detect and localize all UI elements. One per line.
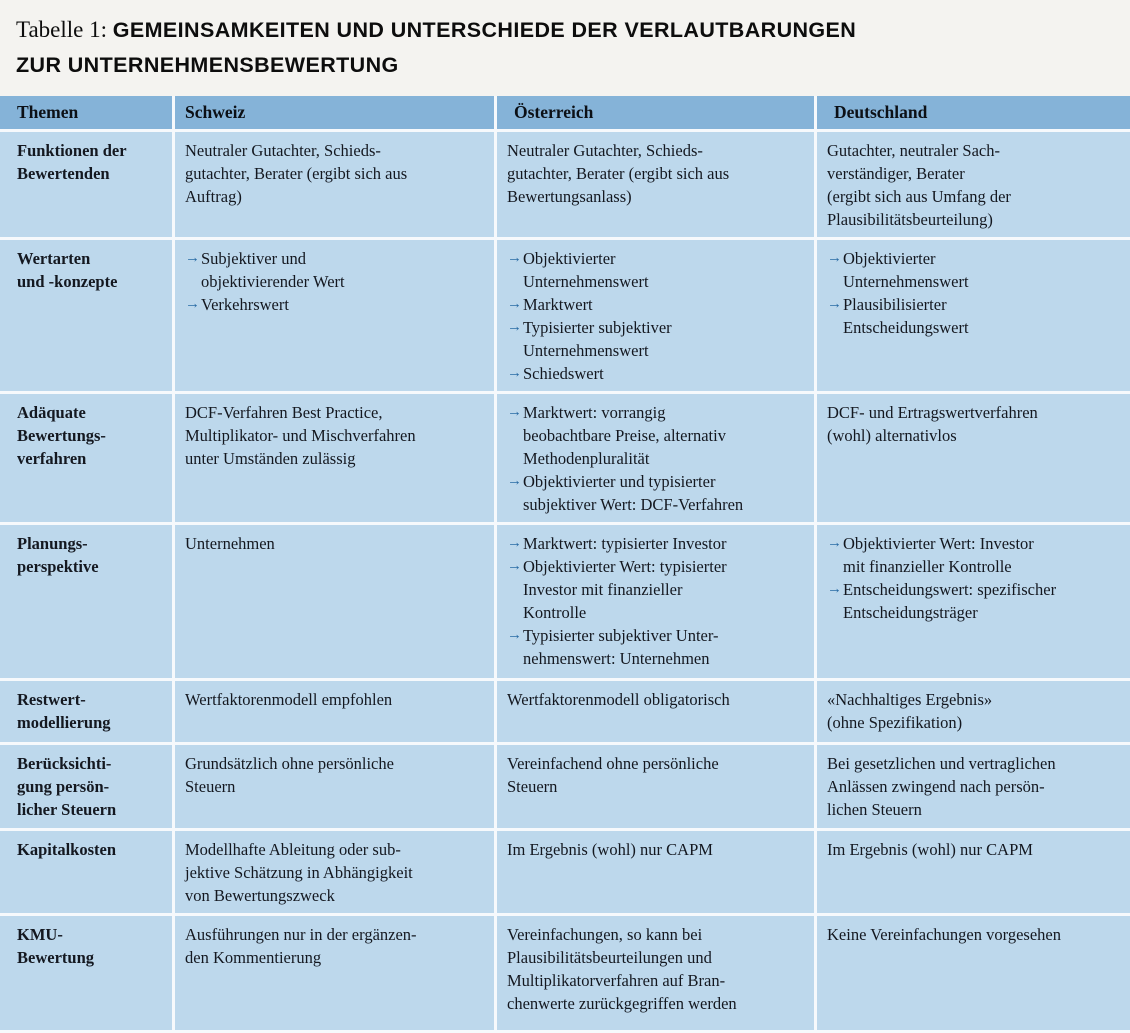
arrow-bullet-icon: → [507,627,522,643]
bullet-text: Objektivierter Unternehmenswert [843,249,969,291]
table-cell-oesterreich [497,831,814,913]
bullet-item [507,470,804,516]
table-cell-oesterreich [497,394,814,522]
cell-text: Gutachter, neutraler Sach- verständiger, Berater (ergibt sich aus Umfang der Plausibilitätsbeurteilung) [827,141,1011,229]
row-theme-label: Funktionen der Bewertenden [0,132,172,237]
table-cell-schweiz [175,681,494,742]
bullet-item [507,555,804,624]
bullet-text: Schiedswert [523,364,604,383]
table-cell-schweiz [175,132,494,237]
column-header-oesterreich: Österreich [497,96,814,129]
cell-text: Neutraler Gutachter, Schieds- gutachter, Berater (ergibt sich aus Bewertungsanlass) [507,141,730,206]
table-cell-oesterreich [497,681,814,742]
arrow-bullet-icon: → [185,250,200,266]
table-cell-deutschland [817,916,1130,1030]
table-cell-oesterreich [497,525,814,678]
arrow-bullet-icon: → [827,296,842,312]
bullet-item [507,293,804,316]
bullet-item [827,578,1120,624]
bullet-item [827,247,1120,293]
arrow-bullet-icon: → [507,250,522,266]
cell-text: Vereinfachend ohne persönliche Steuern [507,754,719,796]
bullet-item [827,293,1120,339]
arrow-bullet-icon: → [507,473,522,489]
table-cell-schweiz [175,525,494,678]
arrow-bullet-icon: → [827,581,842,597]
cell-text: DCF- und Ertragswertverfahren (wohl) alternativlos [827,403,1038,445]
table-cell-oesterreich [497,745,814,828]
table-title [0,0,1130,96]
bullet-text: Objektivierter Wert: Investor mit finanzieller Kontrolle [843,534,1034,576]
row-theme-label: Restwert- modellierung [0,681,172,742]
table-title-heading: GEMEINSAMKEITEN UND UNTERSCHIEDE DER VERLAUTBARUNGEN ZUR UNTERNEHMENSBEWERTUNG [16,18,857,77]
table-cell-deutschland [817,525,1130,678]
bullet-text: Typisierter subjektiver Unter- nehmenswert: Unternehmen [523,626,719,668]
table-cell-deutschland [817,831,1130,913]
arrow-bullet-icon: → [507,404,522,420]
table-cell-deutschland [817,394,1130,522]
table-cell-schweiz [175,916,494,1030]
bullet-item [507,316,804,362]
table-cell-schweiz [175,831,494,913]
cell-text: Neutraler Gutachter, Schieds- gutachter, Berater (ergibt sich aus Auftrag) [185,141,408,206]
cell-text: Bei gesetzlichen und vertraglichen Anlässen zwingend nach persön- lichen Steuern [827,754,1056,819]
row-theme-label: Kapitalkosten [0,831,172,913]
row-theme-label: Planungs- perspektive [0,525,172,678]
cell-text: Wertfaktorenmodell obligatorisch [507,690,730,709]
arrow-bullet-icon: → [827,535,842,551]
bullet-text: Marktwert: typisierter Investor [523,534,727,553]
cell-text: Modellhafte Ableitung oder sub- jektive Schätzung in Abhängigkeit von Bewertungszweck [185,840,413,905]
arrow-bullet-icon: → [507,558,522,574]
table-cell-oesterreich [497,240,814,391]
table-cell-schweiz [175,394,494,522]
arrow-bullet-icon: → [507,296,522,312]
bullet-item [507,401,804,470]
comparison-table [0,96,1130,1033]
column-header-deutschland: Deutschland [817,96,1130,129]
bullet-item [507,362,804,385]
bullet-text: Entscheidungswert: spezifischer Entscheidungsträger [843,580,1057,622]
cell-text: Wertfaktorenmodell empfohlen [185,690,393,709]
cell-text: Grundsätzlich ohne persönliche Steuern [185,754,394,796]
bullet-text: Plausibilisierter Entscheidungswert [843,295,969,337]
cell-text: «Nachhaltiges Ergebnis» (ohne Spezifikation) [827,690,993,732]
table-cell-deutschland [817,240,1130,391]
bullet-text: Subjektiver und objektivierender Wert [201,249,345,291]
arrow-bullet-icon: → [827,250,842,266]
bullet-text: Marktwert [523,295,593,314]
table-cell-oesterreich [497,916,814,1030]
arrow-bullet-icon: → [507,535,522,551]
cell-text: Ausführungen nur in der ergänzen- den Kommentierung [185,925,417,967]
bullet-text: Marktwert: vorrangig beobachtbare Preise, alternativ Methodenpluralität [523,403,726,468]
bullet-text: Objektivierter Unternehmenswert [523,249,649,291]
table-cell-deutschland [817,132,1130,237]
bullet-item [827,532,1120,578]
table-cell-oesterreich [497,132,814,237]
cell-text: Keine Vereinfachungen vorgesehen [827,925,1061,944]
bullet-item [185,247,484,293]
table-cell-deutschland [817,745,1130,828]
bullet-text: Objektivierter und typisierter subjektiver Wert: DCF-Verfahren [523,472,744,514]
bullet-text: Typisierter subjektiver Unternehmenswert [523,318,672,360]
cell-text: Unternehmen [185,534,275,553]
table-cell-schweiz [175,745,494,828]
arrow-bullet-icon: → [507,319,522,335]
table-title-prefix: Tabelle 1: [16,17,113,42]
row-theme-label: Adäquate Bewertungs- verfahren [0,394,172,522]
column-header-schweiz: Schweiz [175,96,494,129]
cell-text: Vereinfachungen, so kann bei Plausibilitätsbeurteilungen und Multiplikatorverfahren auf Bran- chenwerte zurückgegriffen werden [507,925,737,1013]
column-header-themen: Themen [0,96,172,129]
bullet-item [507,624,804,670]
cell-text: DCF-Verfahren Best Practice, Multiplikator- und Mischverfahren unter Umständen zulässig [185,403,416,468]
arrow-bullet-icon: → [507,365,522,381]
table-cell-schweiz [175,240,494,391]
row-theme-label: Wertarten und -konzepte [0,240,172,391]
bullet-item [185,293,484,316]
arrow-bullet-icon: → [185,296,200,312]
row-theme-label: Berücksichti- gung persön- licher Steuern [0,745,172,828]
bullet-text: Verkehrswert [201,295,289,314]
cell-text: Im Ergebnis (wohl) nur CAPM [507,840,713,859]
bullet-item [507,247,804,293]
table-cell-deutschland [817,681,1130,742]
bullet-item [507,532,804,555]
bullet-text: Objektivierter Wert: typisierter Investor mit finanzieller Kontrolle [523,557,727,622]
row-theme-label: KMU- Bewertung [0,916,172,1030]
cell-text: Im Ergebnis (wohl) nur CAPM [827,840,1033,859]
